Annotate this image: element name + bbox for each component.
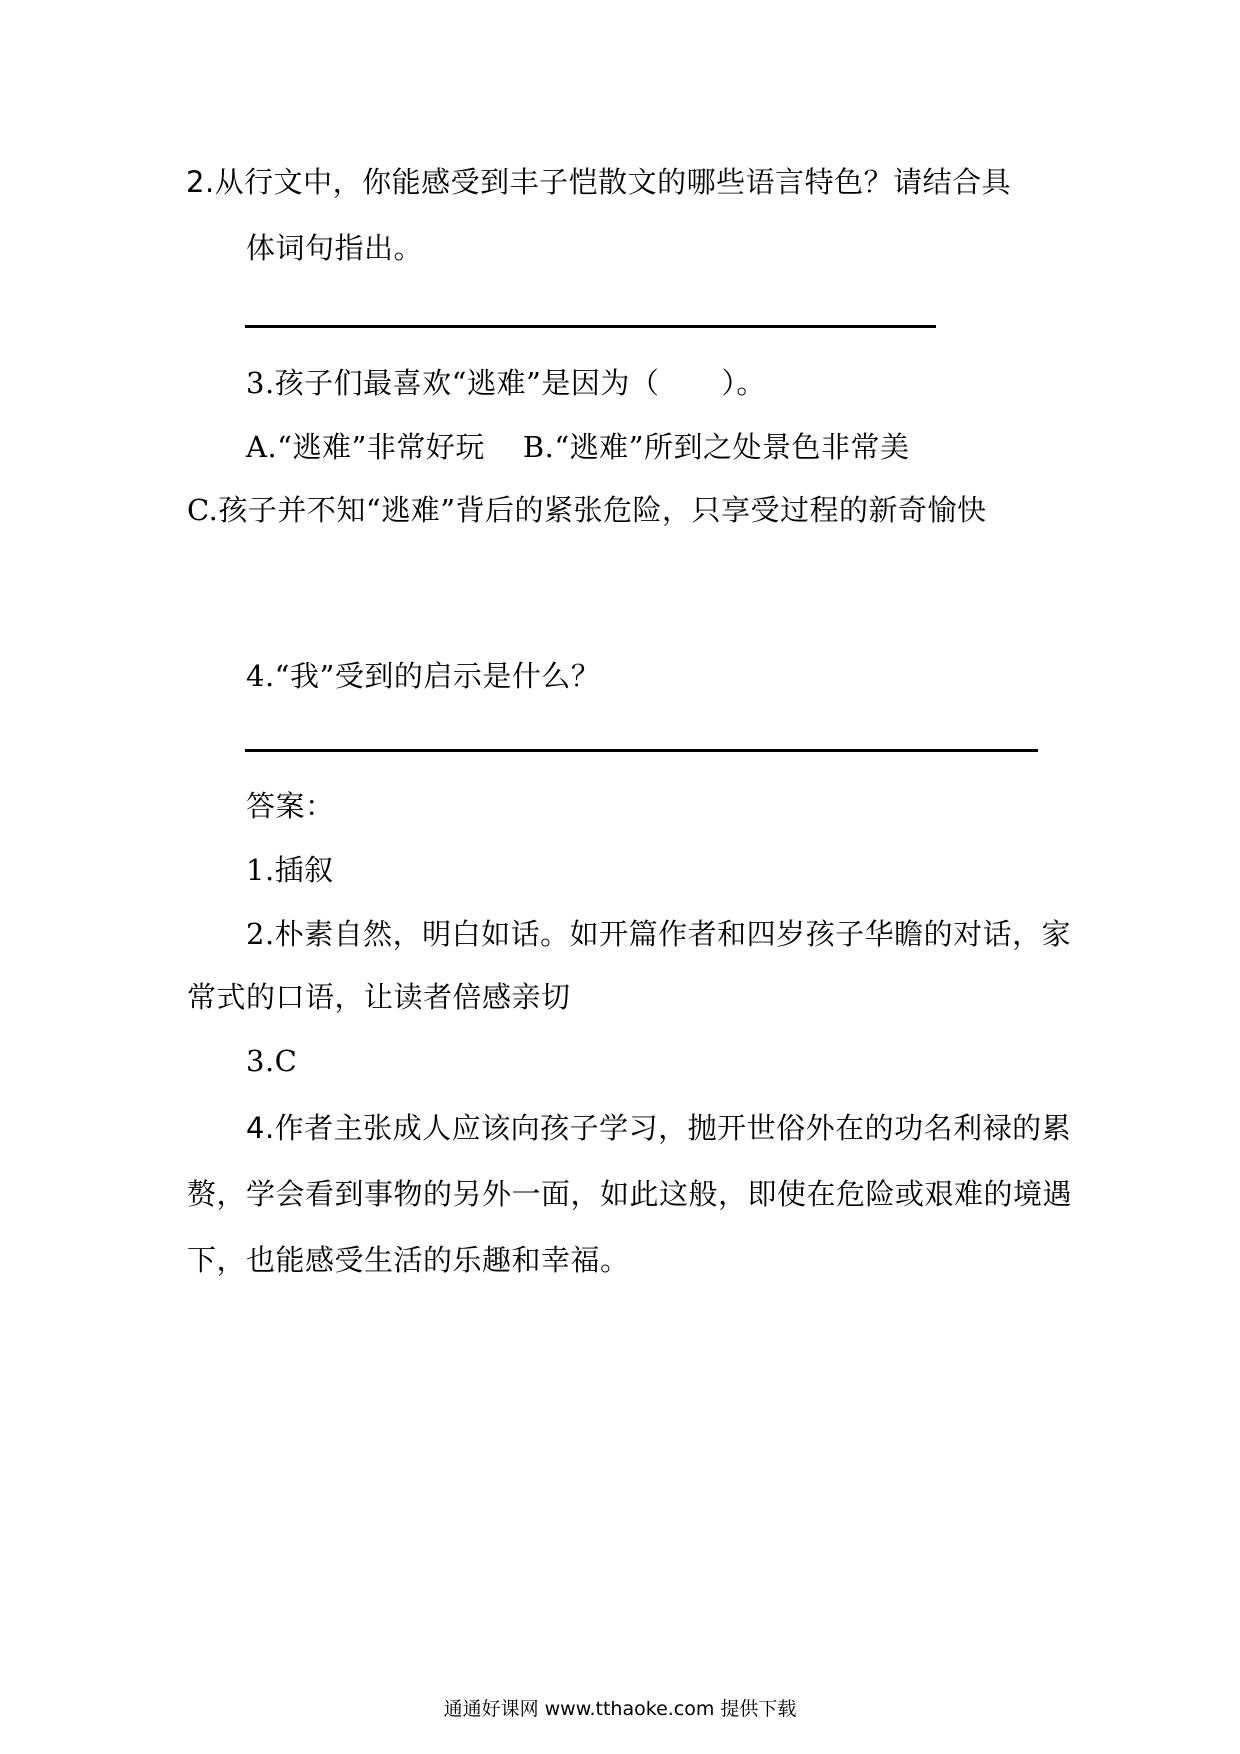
answer-3: 3.C (246, 1044, 298, 1078)
footer-source-note: 通通好课网 www.tthaoke.com 提供下载 (443, 1698, 797, 1720)
answer-1: 1.插叙 (246, 853, 334, 887)
question-4-answer-line (245, 749, 1038, 752)
question-4-stem: 4.“我”受到的启示是什么？ (246, 659, 601, 693)
answer-2-line-1: 2.朴素自然，明白如话。如开篇作者和四岁孩子华瞻的对话，家 (246, 917, 1072, 951)
answer-4-line-2: 赘，学会看到事物的另外一面，如此这般，即使在危险或艰难的境遇 (187, 1177, 1073, 1211)
question-3-option-a: A.“逃难”非常好玩 (246, 430, 485, 464)
question-3-options-ab (246, 427, 910, 467)
question-3-stem-text: 3.孩子们最喜欢“逃难”是因为（ (246, 366, 660, 400)
question-3-option-b: B.“逃难”所到之处景色非常美 (522, 430, 910, 464)
question-2-line-1: 2.从行文中，你能感受到丰子恺散文的哪些语言特色？请结合具 (186, 165, 1012, 199)
question-3-stem (246, 363, 766, 403)
question-3-stem-end: ）。 (721, 366, 766, 400)
question-2-answer-line (245, 325, 936, 328)
answer-2-line-2: 常式的口语，让读者倍感亲切 (187, 980, 571, 1014)
answer-4-line-3: 下，也能感受生活的乐趣和幸福。 (187, 1243, 630, 1277)
answer-4-line-1: 4.作者主张成人应该向孩子学习，抛开世俗外在的功名利禄的累 (246, 1111, 1072, 1145)
question-3-option-c: C.孩子并不知“逃难”背后的紧张危险，只享受过程的新奇愉快 (187, 493, 987, 527)
question-2-line-2: 体词句指出。 (246, 231, 424, 265)
answers-heading: 答案： (246, 789, 335, 823)
